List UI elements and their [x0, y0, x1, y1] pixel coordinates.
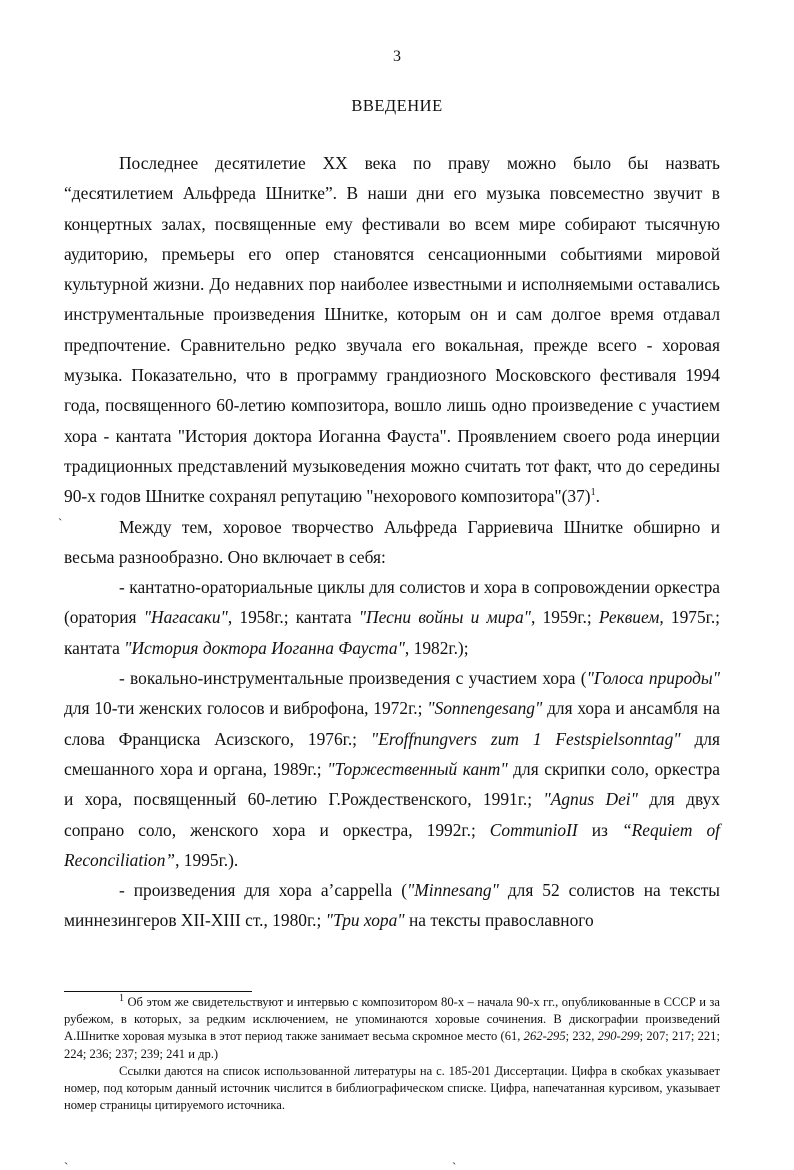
page-number: 3	[393, 48, 401, 65]
body-paragraph	[64, 663, 720, 875]
italic-title: "История доктора Иоганна Фауста"	[124, 637, 405, 658]
text-run: для двух сопрано соло, женского хора и оркестра, 1992г.;	[64, 789, 720, 840]
text-run: для 10-ти женских голосов и виброфона, 1972г.;	[64, 698, 428, 719]
italic-title: 262-295	[523, 1029, 566, 1044]
italic-title: "Торжественный кант"	[327, 758, 508, 779]
text-run: ; 232,	[565, 1029, 598, 1044]
text-run: для хора и ансамбля на слова Франциска Асизского, 1976г.;	[64, 698, 720, 749]
text-run: из	[577, 819, 622, 840]
text-run: ; 207; 217; 221; 224; 236; 237; 239; 241 и др.)	[64, 1029, 720, 1061]
page-heading: ВВЕДЕНИЕ	[351, 96, 443, 115]
text-run: - кантатно-ораториальные циклы для солистов и хора в сопровождении оркестра (оратория	[64, 577, 720, 628]
text-run: Между тем, хоровое творчество Альфреда Гарриевича Шнитке обширно и весьма разнообразно. Оно включает в себя:	[64, 516, 720, 567]
body-paragraph	[64, 572, 720, 663]
text-run: Ссылки даются на список использованной литературы на с. 185-201 Диссертации. Цифра в скобках указывает номер, под которым данный источник числится в библиографическом списке. Цифра, напечатанная курсивом, указывает номер страницы цитируемого источника.	[64, 1063, 720, 1113]
text-run: - вокально-инструментальные произведения с участием хора (	[119, 668, 587, 689]
scan-mark: ˏ	[64, 1150, 69, 1165]
body-paragraph	[64, 875, 720, 936]
text-run: на тексты православного	[404, 910, 594, 931]
text-run: Последнее десятилетие XX века по праву можно было бы назвать “десятилетием Альфреда Шнитке”. В наши дни его музыка повсеместно звучит в концертных залах, посвященные ему фестивали во всем мире собирают тысячную аудиторию, премьеры его опер становятся сенсационными событиями мировой культурной жизни. До недавних пор наиболее известными и исполняемыми оставались инструментальные произведения Шнитке, которым он и сам долгое время отдавал предпочтение. Сравнительно редко звучала его вокальная, прежде всего - хоровая музыка. Показательно, что в программу грандиозного Московского фестиваля 1994 года, посвященного 60-летию композитора, вошло лишь одно произведение с участием хора - кантата "История доктора Иоганна Фауста". Проявлением своего рода инерции традиционных представлений музыковедения можно считать тот факт, что до середины 90-х годов Шнитке сохранял репутацию "нехорового композитора"(37)	[64, 153, 720, 507]
footnotes	[64, 994, 720, 1114]
scan-mark: ˏ	[58, 506, 63, 521]
text-run: для 52 солистов на тексты миннезингеров XII-XIII ст., 1980г.;	[64, 880, 720, 931]
italic-title: "Голоса природы"	[586, 668, 720, 689]
italic-title: CommunioII	[489, 819, 578, 840]
text-run: , 1982г.);	[404, 637, 469, 658]
text-run: , 1959г.;	[531, 607, 599, 628]
italic-title: "Sonnengesang"	[427, 698, 543, 719]
scan-mark: ˏ	[452, 1150, 457, 1165]
text-run: 1975г.; кантата	[64, 607, 721, 658]
italic-title: "Minnesang"	[407, 880, 499, 901]
footnote-paragraph	[64, 994, 720, 1063]
italic-title: "Eroffnungvers zum 1 Festspielsonntag"	[370, 728, 681, 749]
footnote-divider	[64, 991, 252, 992]
text-run: , 1958г.; кантата	[227, 607, 359, 628]
italic-title: "Три хора"	[325, 910, 405, 931]
italic-title: “Requiem of Reconciliation”	[64, 819, 720, 870]
italic-title: "Agnus Dei"	[543, 789, 638, 810]
text-run: , 1995г.).	[175, 849, 239, 870]
text-run: - произведения для хора а’cappella (	[119, 880, 407, 901]
main-text	[64, 148, 720, 936]
italic-title: 290-299	[597, 1029, 640, 1044]
body-paragraph	[64, 148, 720, 512]
footnote-marker: 1	[119, 992, 124, 1004]
text-run: Об этом же свидетельствуют и интервью с композитором 80-х – начала 90-х гг., опубликованные в СССР и за рубежом, в которых, за редким исключением, не упоминаются хоровые сочинения. В дискографии произведений А.Шнитке хоровая музыка в этот период также занимает весьма скромное место (61,	[64, 995, 720, 1044]
footnote-paragraph	[64, 1063, 720, 1115]
italic-title: Реквием,	[598, 607, 664, 628]
text-run: .	[595, 486, 600, 507]
text-run: для смешанного хора и органа, 1989г.;	[64, 728, 720, 779]
italic-title: "Песни войны и мира"	[358, 607, 531, 628]
italic-title: "Нагасаки"	[143, 607, 228, 628]
footnote-marker: 1	[590, 487, 596, 499]
body-paragraph	[64, 512, 720, 573]
text-run: для скрипки соло, оркестра и хора, посвященный 60-летию Г.Рождественского, 1991г.;	[64, 758, 720, 810]
